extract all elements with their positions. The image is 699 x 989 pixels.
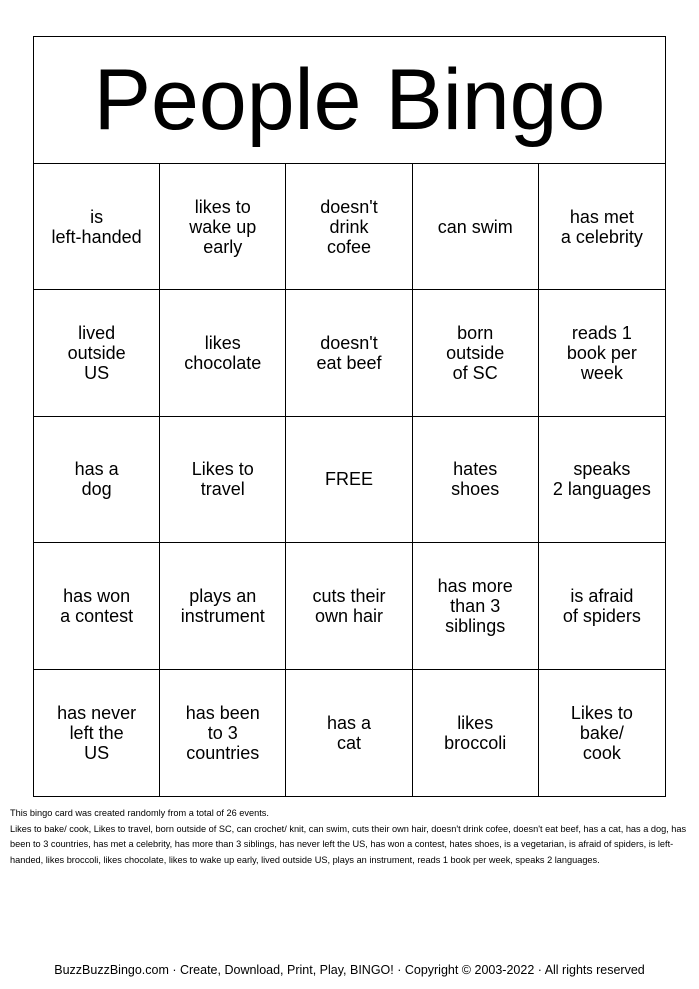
bingo-cell — [34, 164, 160, 290]
cell-line: instrument — [180, 605, 265, 626]
bingo-cell — [286, 417, 412, 543]
description-summary: This bingo card was created randomly from a total of 26 events. — [10, 808, 269, 818]
cell-line: outside — [67, 343, 126, 364]
cell-line: a celebrity — [560, 226, 643, 247]
cell-line: reads 1 — [571, 323, 632, 344]
bingo-cell — [34, 670, 160, 796]
bingo-cell — [413, 670, 539, 796]
cell-line: likes — [457, 712, 494, 733]
bingo-cell — [34, 290, 160, 416]
cell-line: has a — [326, 712, 372, 733]
bingo-cell — [539, 164, 665, 290]
cell-line: early — [203, 236, 243, 257]
cell-line: travel — [200, 479, 245, 500]
cell-line: to 3 — [207, 722, 238, 743]
cell-line: drink — [329, 216, 369, 237]
cell-line: left the — [69, 722, 124, 743]
bingo-cell — [160, 164, 286, 290]
cell-line: bake/ — [579, 722, 624, 743]
bingo-cell — [539, 670, 665, 796]
cell-line: wake up — [189, 216, 257, 237]
cell-line: born — [457, 323, 494, 344]
cell-line: has won — [63, 585, 131, 606]
bingo-cell — [286, 670, 412, 796]
cell-line: FREE — [324, 469, 373, 490]
card-description — [10, 806, 694, 868]
bingo-cell — [286, 290, 412, 416]
cell-line: likes to — [194, 196, 251, 217]
bingo-cell — [539, 543, 665, 669]
cell-line: hates — [453, 459, 498, 480]
bingo-cell — [160, 543, 286, 669]
bingo-cell — [413, 164, 539, 290]
cell-line: is — [90, 206, 104, 227]
cell-line: siblings — [445, 615, 506, 636]
cell-line: book per — [566, 343, 637, 364]
cell-line: cat — [336, 732, 361, 753]
cell-line: has never — [57, 702, 137, 723]
cell-line: eat beef — [316, 353, 382, 374]
cell-line: plays an — [189, 585, 257, 606]
cell-line: shoes — [451, 479, 500, 500]
cell-line: a contest — [60, 605, 134, 626]
cell-line: has more — [437, 575, 513, 596]
bingo-cell — [160, 417, 286, 543]
cell-line: speaks — [573, 459, 631, 480]
bingo-cell — [539, 290, 665, 416]
bingo-cell — [413, 290, 539, 416]
cell-line: has met — [569, 206, 634, 227]
cell-line: doesn't — [320, 196, 378, 217]
cell-line: of spiders — [562, 605, 641, 626]
footer: BuzzBuzzBingo.com · Create, Download, Print, Play, BINGO! · Copyright © 2003-2022 · All rights reserved — [54, 963, 645, 977]
bingo-cell — [286, 164, 412, 290]
description-events: Likes to bake/ cook, Likes to travel, born outside of SC, can crochet/ knit, can swim, cuts their own hair, doesn't drink cofee, doesn't eat beef, has a cat, has a dog, has been to 3 countries, has met a celebrity, has more than 3 siblings, has never left the US, has won a contest, hates shoes, is a vegetarian, is afraid of spiders, is left-handed, likes broccoli, likes chocolate, likes to wake up early, lived outside US, plays an instrument, reads 1 book per week, speaks 2 languages. — [10, 823, 687, 865]
bingo-cell — [34, 543, 160, 669]
cell-line: left-handed — [51, 226, 142, 247]
cell-line: cofee — [326, 236, 372, 257]
cell-line: Likes to — [570, 702, 633, 723]
cell-line: cuts their — [312, 585, 386, 606]
cell-line: cook — [582, 742, 621, 763]
cell-line: is afraid — [570, 585, 634, 606]
bingo-cell — [539, 417, 665, 543]
cell-line: Likes to — [191, 459, 254, 480]
cell-line: of SC — [452, 363, 498, 384]
cell-line: 2 languages — [552, 479, 651, 500]
card-title: People Bingo — [34, 37, 665, 164]
bingo-grid — [34, 164, 665, 796]
cell-line: outside — [446, 343, 505, 364]
bingo-cell — [413, 417, 539, 543]
cell-line: US — [84, 742, 110, 763]
bingo-cell — [34, 417, 160, 543]
bingo-cell — [160, 670, 286, 796]
cell-line: doesn't — [320, 333, 378, 354]
cell-line: own hair — [314, 605, 384, 626]
cell-line: likes — [204, 333, 241, 354]
cell-line: chocolate — [184, 353, 262, 374]
bingo-card — [33, 36, 666, 797]
cell-line: has a — [74, 459, 119, 480]
cell-line: dog — [81, 479, 112, 500]
cell-line: has been — [185, 702, 260, 723]
cell-line: lived — [78, 323, 116, 344]
bingo-cell — [160, 290, 286, 416]
cell-line: countries — [186, 742, 260, 763]
bingo-cell — [286, 543, 412, 669]
bingo-cell — [413, 543, 539, 669]
cell-line: US — [84, 363, 110, 384]
cell-line: can swim — [437, 216, 513, 237]
cell-line: week — [580, 363, 623, 384]
cell-line: than 3 — [450, 595, 501, 616]
cell-line: broccoli — [444, 732, 507, 753]
